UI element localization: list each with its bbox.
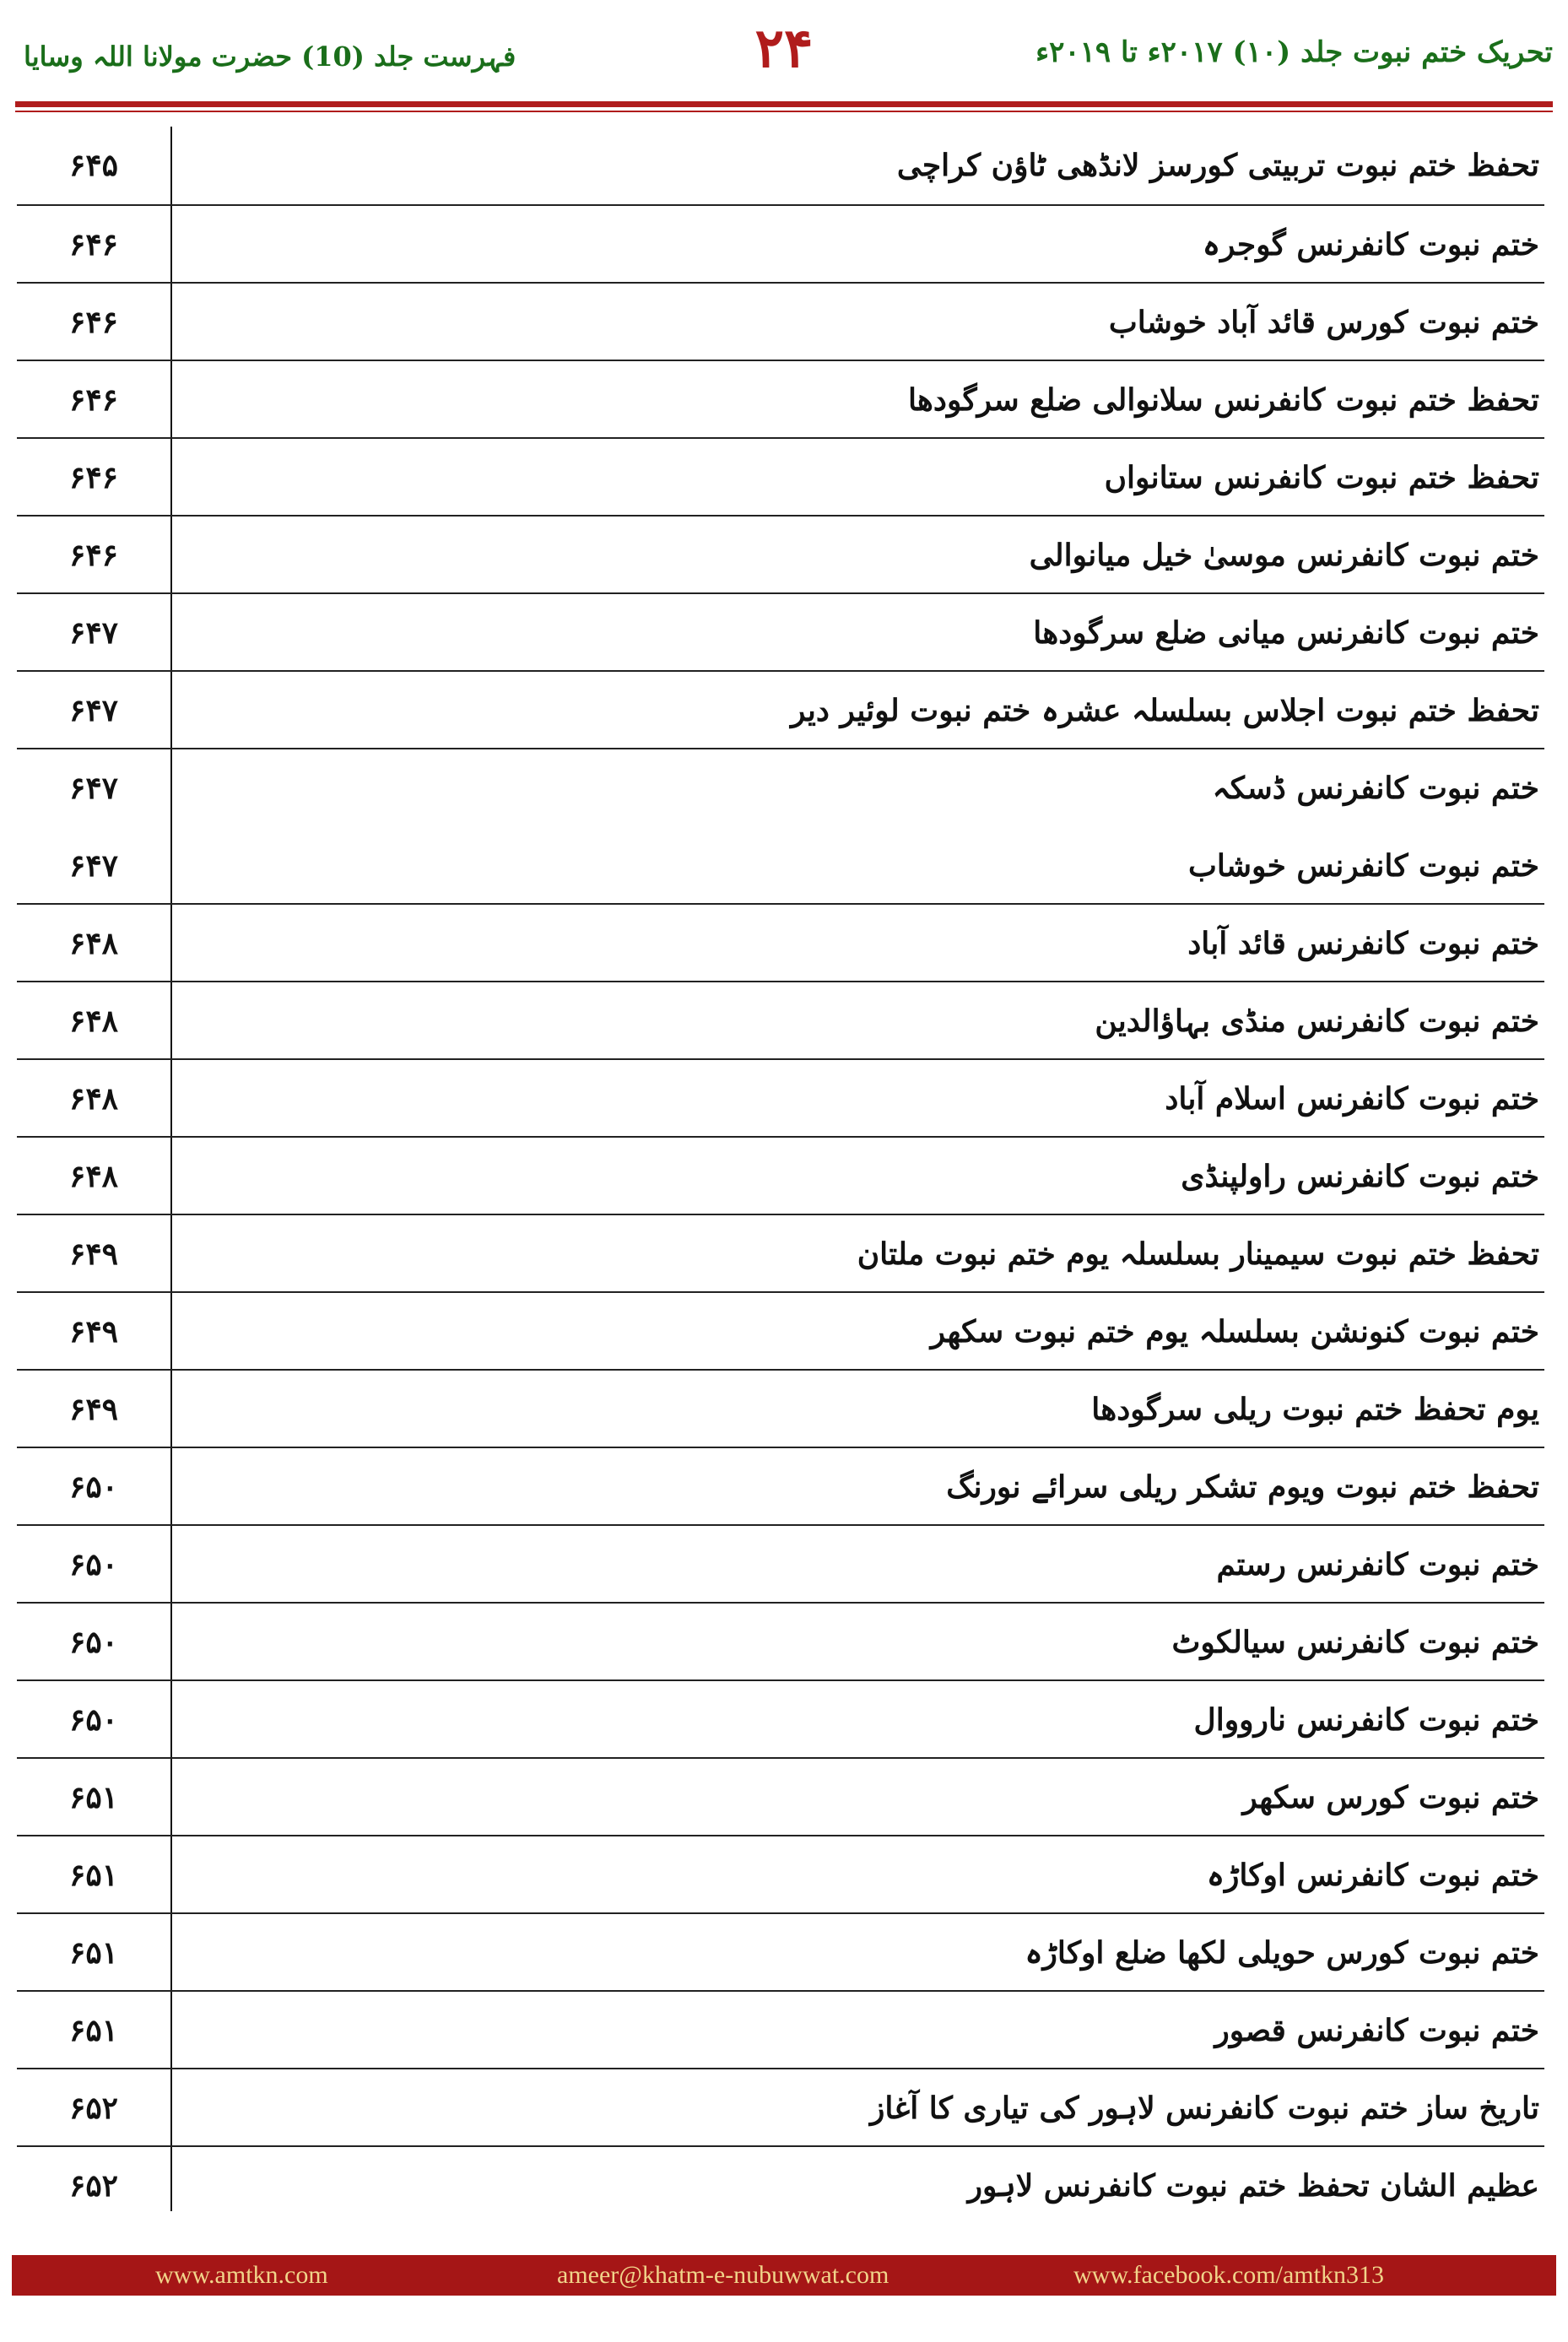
toc-row (17, 2068, 1544, 2145)
toc-entry-title: تحفظ ختم نبوت کانفرنس ستانواں (1104, 460, 1539, 495)
toc-row (17, 1757, 1544, 1835)
toc-row (17, 127, 1544, 204)
toc-page-number: ۶۴۷ (68, 615, 118, 651)
toc-row (17, 360, 1544, 437)
toc-page-number: ۶۴۸ (68, 926, 118, 961)
toc-entry-title: تحفظ ختم نبوت سیمینار بسلسلہ یوم ختم نبوت ملتان (857, 1236, 1539, 1272)
toc-page-number: ۶۴۵ (68, 148, 118, 183)
toc-page-number: ۶۵۱ (68, 2013, 118, 2048)
toc-entry-title: ختم نبوت کانفرنس رستم (1216, 1547, 1539, 1582)
toc-row (17, 825, 1544, 903)
toc-row (17, 437, 1544, 515)
page-header (0, 0, 1568, 110)
toc-page-number: ۶۴۹ (68, 1392, 118, 1427)
toc-entry-title: ختم نبوت کانفرنس سیالکوٹ (1171, 1625, 1539, 1660)
book-title: تحریک ختم نبوت جلد (۱۰) ۲۰۱۷ء تا ۲۰۱۹ء (1035, 35, 1553, 69)
toc-row (17, 1291, 1544, 1369)
toc-entry-title: ختم نبوت کانفرنس قصور (1214, 2013, 1539, 2048)
toc-page-number: ۶۴۶ (68, 382, 118, 418)
toc-entry-title: ختم نبوت کانفرنس میانی ضلع سرگودھا (1033, 615, 1539, 651)
toc-entry-title: یوم تحفظ ختم نبوت ریلی سرگودھا (1091, 1392, 1539, 1427)
toc-page-number: ۶۴۷ (68, 848, 118, 884)
toc-page-number: ۶۵۰ (68, 1547, 118, 1582)
toc-page-number: ۶۴۶ (68, 227, 118, 262)
toc-page-number: ۶۴۸ (68, 1159, 118, 1194)
toc-row (17, 903, 1544, 981)
email-link[interactable]: ameer@khatm-e-nubuwwat.com (557, 2261, 889, 2289)
toc-entry-title: تحفظ ختم نبوت تربیتی کورسز لانڈھی ٹاؤن کراچی (896, 148, 1539, 183)
toc-entry-title: ختم نبوت کانفرنس ڈسکہ (1212, 771, 1539, 806)
toc-entry-title: تاریخ ساز ختم نبوت کانفرنس لاہور کی تیاری کا آغاز (870, 2090, 1539, 2126)
facebook-link[interactable]: www.facebook.com/amtkn313 (1073, 2261, 1384, 2289)
toc-row (17, 1447, 1544, 1524)
toc-entry-title: تحفظ ختم نبوت اجلاس بسلسلہ عشرہ ختم نبوت لوئیر دیر (791, 693, 1539, 728)
toc-entry-title: ختم نبوت کانفرنس موسیٰ خیل میانوالی (1029, 538, 1539, 573)
toc-page-number: ۶۴۶ (68, 305, 118, 340)
toc-row (17, 1369, 1544, 1447)
toc-row (17, 204, 1544, 282)
toc-entry-title: ختم نبوت کانفرنس منڈی بہاؤالدین (1095, 1003, 1539, 1039)
toc-page-number: ۶۵۱ (68, 1935, 118, 1971)
toc-page-number: ۶۴۶ (68, 538, 118, 573)
toc-page-number: ۶۴۹ (68, 1314, 118, 1349)
toc-page-number: ۶۴۷ (68, 693, 118, 728)
toc-row (17, 670, 1544, 748)
table-of-contents (17, 127, 1544, 2211)
toc-row (17, 1058, 1544, 1136)
website-link[interactable]: www.amtkn.com (155, 2261, 328, 2289)
toc-page-number: ۶۵۰ (68, 1625, 118, 1660)
toc-entry-title: ختم نبوت کورس حویلی لکھا ضلع اوکاڑہ (1025, 1935, 1539, 1971)
toc-page-number: ۶۴۹ (68, 1236, 118, 1272)
toc-page-number: ۶۴۷ (68, 771, 118, 806)
toc-page-number: ۶۵۰ (68, 1702, 118, 1738)
toc-entry-title: ختم نبوت کانفرنس نارووال (1193, 1702, 1539, 1738)
toc-entry-title: ختم نبوت کورس سکھر (1242, 1780, 1539, 1815)
header-rule-thin (15, 111, 1553, 112)
toc-row (17, 1214, 1544, 1291)
toc-page-number: ۶۴۶ (68, 460, 118, 495)
toc-page-number: ۶۴۸ (68, 1003, 118, 1039)
toc-entry-title: تحفظ ختم نبوت ویوم تشکر ریلی سرائے نورنگ (946, 1469, 1539, 1505)
toc-page-number: ۶۵۱ (68, 1858, 118, 1893)
toc-page-number: ۶۵۱ (68, 1780, 118, 1815)
toc-entry-title: ختم نبوت کانفرنس قائد آباد (1187, 926, 1539, 961)
toc-entry-title: ختم نبوت کانفرنس راولپنڈی (1181, 1159, 1539, 1194)
toc-entry-title: ختم نبوت کورس قائد آباد خوشاب (1108, 305, 1539, 340)
toc-row (17, 1679, 1544, 1757)
toc-page-number: ۶۵۲ (68, 2168, 118, 2204)
toc-row (17, 1602, 1544, 1679)
page-number: ۲۴ (754, 17, 814, 80)
toc-entry-title: ختم نبوت کانفرنس اسلام آباد (1165, 1081, 1539, 1117)
footer-bar (12, 2255, 1556, 2296)
toc-page-number: ۶۵۰ (68, 1469, 118, 1505)
toc-row (17, 1136, 1544, 1214)
toc-row (17, 592, 1544, 670)
toc-page-number: ۶۵۲ (68, 2090, 118, 2126)
toc-row (17, 748, 1544, 825)
section-title: فہرست جلد (10) حضرت مولانا اللہ وسایا (24, 41, 516, 73)
toc-entry-title: ختم نبوت کانفرنس گوجرہ (1202, 227, 1539, 262)
toc-entry-title: ختم نبوت کنونشن بسلسلہ یوم ختم نبوت سکھر (930, 1314, 1539, 1349)
toc-entry-title: ختم نبوت کانفرنس اوکاڑہ (1206, 1858, 1539, 1893)
toc-entry-title: عظیم الشان تحفظ ختم نبوت کانفرنس لاہور (967, 2168, 1539, 2204)
toc-row (17, 1990, 1544, 2068)
toc-row (17, 1912, 1544, 1990)
toc-row (17, 1524, 1544, 1602)
toc-row (17, 2145, 1544, 2223)
toc-entry-title: تحفظ ختم نبوت کانفرنس سلانوالی ضلع سرگودھا (907, 382, 1539, 418)
toc-row (17, 981, 1544, 1058)
header-rule (15, 101, 1553, 107)
toc-page-number: ۶۴۸ (68, 1081, 118, 1117)
toc-row (17, 1835, 1544, 1912)
toc-row (17, 515, 1544, 592)
toc-row (17, 282, 1544, 360)
toc-entry-title: ختم نبوت کانفرنس خوشاب (1187, 848, 1539, 884)
